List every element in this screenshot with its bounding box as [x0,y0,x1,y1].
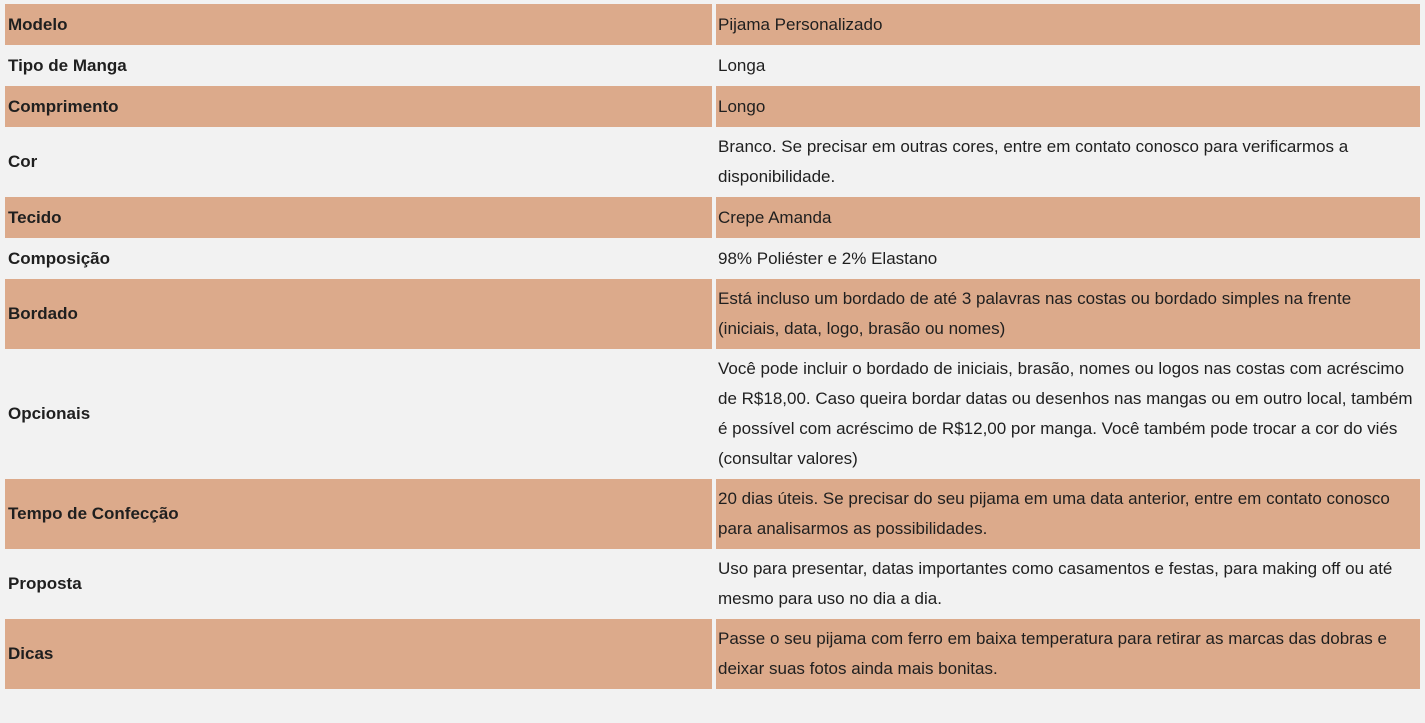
spec-value: Você pode incluir o bordado de iniciais, brasão, nomes ou logos nas costas com acréscimo de R$18,00. Caso queira bordar datas ou desenhos nas mangas ou em outro local, também é possível com acréscimo de R$12,00 por manga. Você também pode trocar a cor do viés (consultar valores) [718,359,1413,468]
spec-table-row [5,4,1420,45]
spec-value: Branco. Se precisar em outras cores, entre em contato conosco para verificarmos a disponibilidade. [718,137,1349,186]
spec-value: Passe o seu pijama com ferro em baixa temperatura para retirar as marcas das dobras e deixar suas fotos ainda mais bonitas. [716,619,1420,689]
spec-value: Longo [716,86,1420,127]
spec-table-row [5,279,1420,349]
spec-label: Cor [5,127,716,197]
spec-value: 98% Poliéster e 2% Elastano [718,248,938,268]
product-spec-table [5,4,1420,689]
spec-table-row [5,197,1420,238]
spec-label: Tipo de Manga [5,45,716,86]
spec-table-row [5,479,1420,549]
spec-label: Opcionais [5,349,716,479]
spec-label: Tempo de Confecção [5,479,716,549]
spec-value: Longa [718,55,766,75]
spec-table-row [5,86,1420,127]
spec-label: Comprimento [5,86,716,127]
spec-table-row [5,349,1420,479]
spec-value: Pijama Personalizado [716,4,1420,45]
spec-table-row [5,549,1420,619]
spec-table-row [5,619,1420,689]
spec-label: Bordado [5,279,716,349]
spec-label: Composição [5,238,716,279]
spec-table-row [5,45,1420,86]
spec-value: Está incluso um bordado de até 3 palavras nas costas ou bordado simples na frente (iniciais, data, logo, brasão ou nomes) [716,279,1420,349]
spec-label: Dicas [5,619,716,689]
spec-label: Proposta [5,549,716,619]
spec-label: Modelo [5,4,716,45]
spec-value: Uso para presentar, datas importantes como casamentos e festas, para making off ou até mesmo para uso no dia a dia. [718,559,1393,608]
spec-label: Tecido [5,197,716,238]
spec-table-row [5,127,1420,197]
spec-value: Crepe Amanda [716,197,1420,238]
spec-table-row [5,238,1420,279]
spec-value: 20 dias úteis. Se precisar do seu pijama em uma data anterior, entre em contato conosco para analisarmos as possibilidades. [716,479,1420,549]
